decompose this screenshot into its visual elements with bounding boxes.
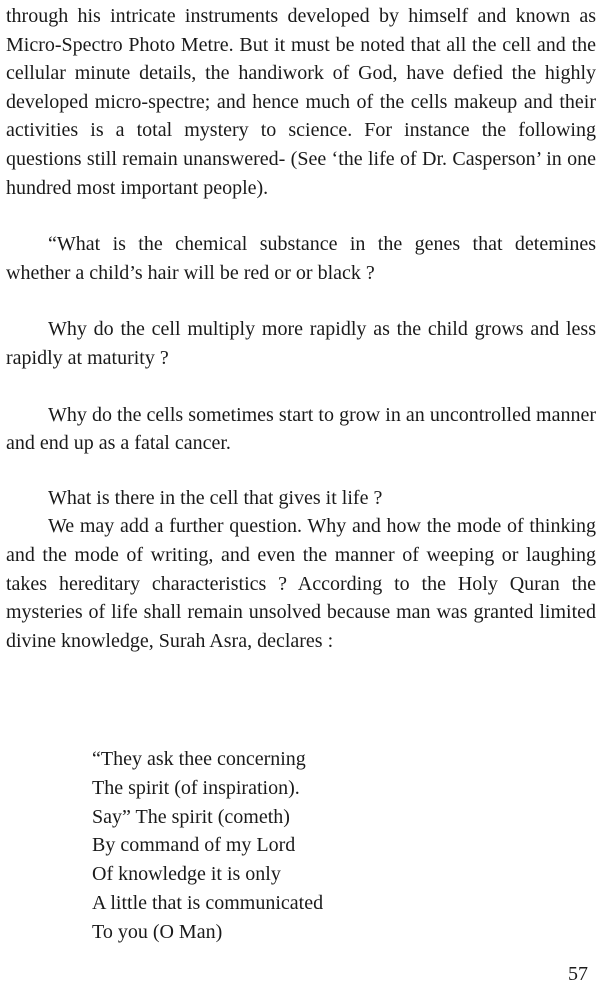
verse-line: A little that is communicated	[92, 891, 324, 914]
page-body	[6, 2, 596, 655]
quran-verse-quote	[92, 745, 323, 947]
verse-line: To you (O Man)	[92, 920, 223, 943]
paragraph-further-question: We may add a further question. Why and how the mode of thinking and the mode of writing, and even the manner of weeping or laughing takes hereditary characteristics ? According to the Holy Quran the mysteries of life shall remain unsolved because man was granted limited divine knowledge, Surah Asra, declares :	[6, 515, 596, 652]
paragraph-question-cell-multiply: Why do the cell multiply more rapidly as the child grows and less rapidly at maturity ?	[6, 318, 596, 369]
verse-line: The spirit (of inspiration).	[92, 776, 300, 799]
paragraph-casperson-instruments: through his intricate instruments developed by himself and known as Micro-Spectro Photo Metre. But it must be noted that all the cell and the cellular minute details, the handiwork of God, have defied the highly developed micro-spectre; and hence much of the cells makeup and their activities is a total mystery to science. For instance the following questions still remain unanswered- (See ‘the life of Dr. Casperson’ in one hundred most important people).	[6, 5, 596, 199]
paragraph-question-life: What is there in the cell that gives it life ?	[48, 486, 383, 509]
verse-line: By command of my Lord	[92, 834, 296, 857]
page-number: 57	[568, 963, 588, 985]
verse-line: “They ask thee concerning	[92, 748, 306, 770]
verse-line: Of knowledge it is only	[92, 863, 281, 886]
paragraph-question-hair-color: “What is the chemical substance in the genes that detemines whether a child’s hair will be red or or black ?	[6, 233, 596, 284]
verse-line: Say” The spirit (cometh)	[92, 805, 290, 828]
paragraph-question-cancer: Why do the cells sometimes start to grow in an uncontrolled manner and end up as a fatal cancer.	[6, 403, 596, 455]
